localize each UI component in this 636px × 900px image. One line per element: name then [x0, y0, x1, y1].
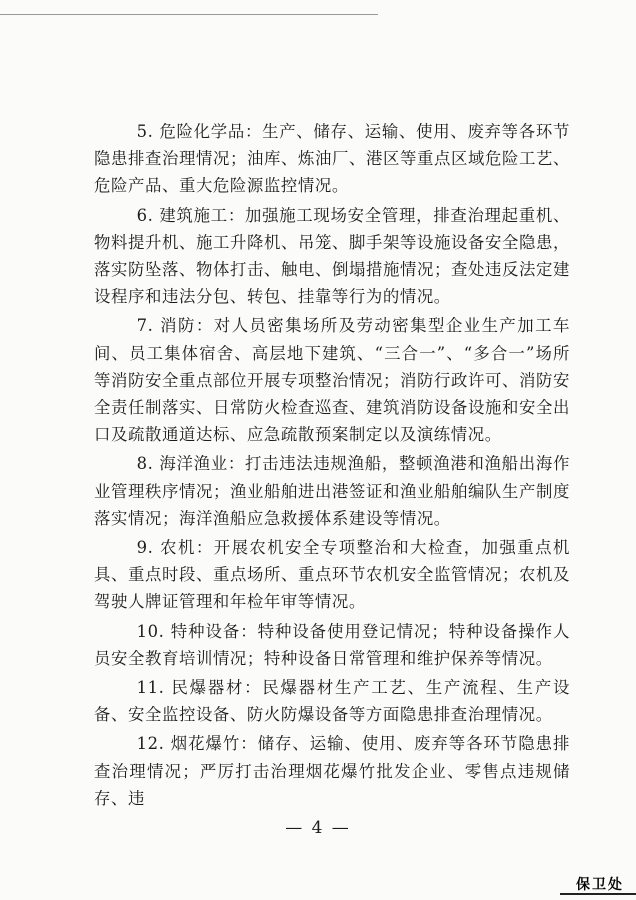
document-body: [94, 118, 570, 812]
stamp-underline: [560, 893, 636, 895]
paragraph-agricultural-machinery: 9. 农机：开展农机安全专项整治和大检查，加强重点机具、重点时段、重点场所、重点环节农机安全监管情况；农机及驾驶人牌证管理和年检年审等情况。: [94, 538, 570, 612]
page-number: — 4 —: [285, 818, 351, 838]
paragraph-special-equipment: 10. 特种设备：特种设备使用登记情况；特种设备操作人员安全教育培训情况；特种设备日常管理和维护保养等情况。: [94, 621, 570, 668]
paragraph-hazardous-chemicals: 5. 危险化学品：生产、储存、运输、使用、废弃等各环节隐患排查治理情况；油库、炼油厂、港区等重点区域危险工艺、危险产品、重大危险源监控情况。: [94, 122, 570, 196]
paragraph-marine-fishery: 8. 海洋渔业：打击违法违规渔船，整顿渔港和渔船出海作业管理秩序情况；渔业船舶进出港签证和渔业船舶编队生产制度落实情况；海洋渔船应急救援体系建设等情况。: [94, 454, 570, 528]
top-divider: [0, 14, 378, 15]
paragraph-fire-protection: 7. 消防：对人员密集场所及劳动密集型企业生产加工车间、员工集体宿舍、高层地下建筑、“三合一”、“多合一”场所等消防安全重点部位开展专项整治情况；消防行政许可、消防安全责任制落实、日常防火检查巡查、建筑消防设备设施和安全出口及疏散通道达标、应急疏散预案制定以及演练情况。: [94, 316, 570, 445]
paragraph-fireworks: 12. 烟花爆竹：储存、运输、使用、废弃等各环节隐患排查治理情况；严厉打击治理烟花爆竹批发企业、零售点违规储存、违: [94, 734, 570, 808]
paragraph-construction: 6. 建筑施工：加强施工现场安全管理，排查治理起重机、物料提升机、施工升降机、吊笼、脚手架等设施设备安全隐患，落实防坠落、物体打击、触电、倒塌措施情况；查处违反法定建设程序和违法分包、转包、挂靠等行为的情况。: [94, 205, 570, 307]
paragraph-civil-explosives: 11. 民爆器材：民爆器材生产工艺、生产流程、生产设备、安全监控设备、防火防爆设备等方面隐患排查治理情况。: [94, 678, 570, 725]
department-stamp: 保卫处: [576, 877, 624, 893]
